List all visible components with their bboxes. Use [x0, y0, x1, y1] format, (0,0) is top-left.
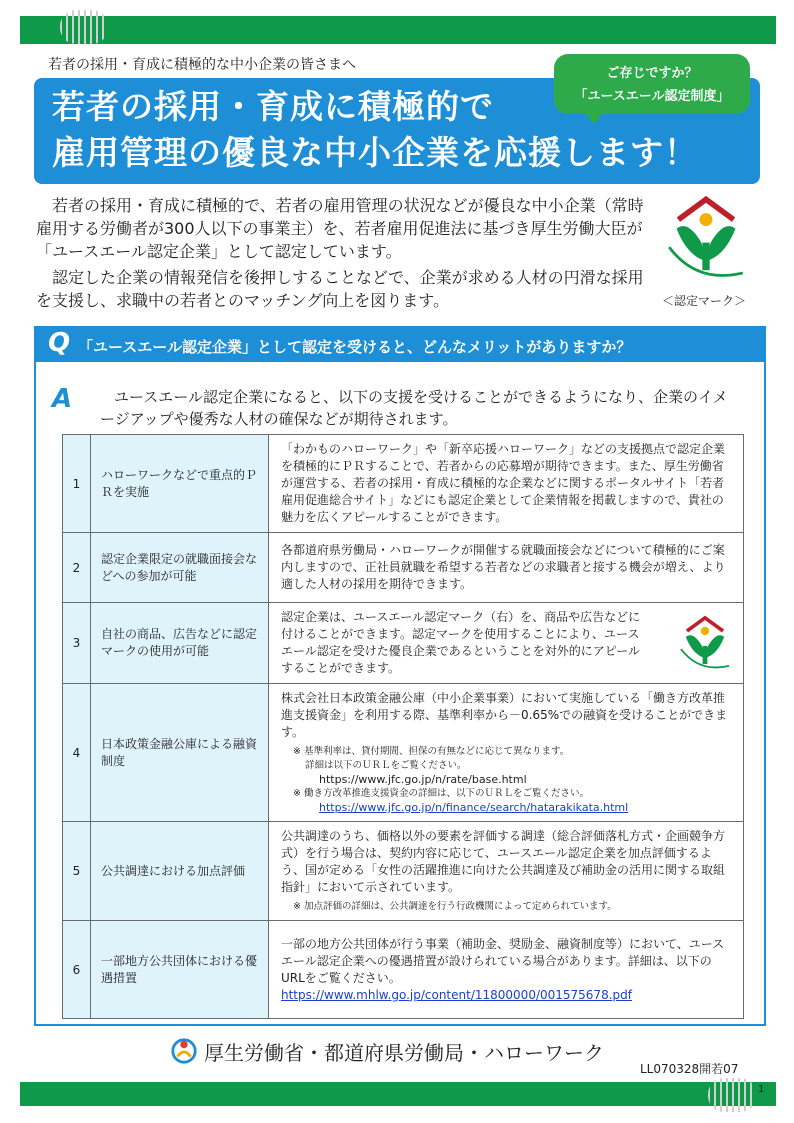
funding-link[interactable]: https://www.jfc.go.jp/n/finance/search/hatarakikata.html [319, 801, 629, 814]
note-rate-detail: 詳細は以下のＵＲＬをご覧ください。 [305, 760, 467, 771]
mhlw-logo-icon [170, 1036, 198, 1066]
answer-text: ユースエール認定企業になると、以下の支援を受けることができるようになり、企業のイメージアップや優秀な人材の確保などが期待されます。 [100, 388, 728, 428]
merit-number: 4 [63, 684, 91, 822]
footer-organization [170, 1036, 604, 1066]
merit-number: 5 [63, 822, 91, 921]
merit-title: 一部地方公共団体における優遇措置 [91, 921, 269, 1019]
merit-description: 公共調達のうち、価格以外の要素を評価する調達（総合評価落札方式・企画競争方式）を行う場合は、契約内容に応じて、ユースエール認定企業を加点評価するよう、国が定める「女性の活躍推進に向けた公共調達及び補助金の活用に関する取組指針」において示されています。 [281, 829, 726, 894]
merit-title: 公共調達における加点評価 [91, 822, 269, 921]
decorative-stripes [708, 1078, 756, 1112]
table-row [63, 822, 744, 921]
top-green-bar [20, 16, 776, 44]
bubble-line1: ご存じですか？ [606, 66, 698, 81]
logo-caption: ＜認定マーク＞ [662, 294, 747, 308]
merit-description-cell [269, 684, 744, 822]
a-letter: A [52, 384, 73, 414]
intro-paragraph-2: 認定した企業の情報発信を後押しすることなどで、企業が求める人材の円滑な採用を支援し、求職中の若者とのマッチング向上を図ります。 [36, 268, 644, 310]
certification-mark-small-icon [675, 613, 735, 673]
youth-yell-certification-mark-icon [660, 192, 752, 284]
q-letter: Q [48, 328, 71, 358]
question-header [36, 328, 764, 362]
table-row [63, 684, 744, 822]
page-number: 1 [758, 1084, 765, 1095]
table-row [63, 921, 744, 1019]
merit-title: 自社の商品、広告などに認定マークの使用が可能 [91, 603, 269, 684]
hero-title-line2: 雇用管理の優良な中小企業を応援します！ [52, 133, 698, 172]
target-audience-line: 若者の採用・育成に積極的な中小企業の皆さまへ [48, 57, 356, 73]
mhlw-link[interactable]: https://www.mhlw.go.jp/content/11800000/001575678.pdf [281, 987, 632, 1002]
bubble-line2: 「ユースエール認定制度」 [574, 89, 730, 104]
merit-number: 2 [63, 533, 91, 603]
merit-description: 一部の地方公共団体が行う事業（補助金、奨励金、融資制度等）において、ユースエール認定企業への優遇措置が設けられている場合があります。詳細は、以下のURLをご覧ください。 [281, 936, 725, 985]
merit-note [281, 745, 735, 815]
merit-title: 日本政策金融公庫による融資制度 [91, 684, 269, 822]
merit-description-wrap [281, 609, 735, 677]
footer-org-text: 厚生労働省・都道府県労働局・ハローワーク [204, 1040, 604, 1065]
merit-number: 3 [63, 603, 91, 684]
merit-description: 株式会社日本政策金融公庫（中小企業事業）において実施している「働き方改革推進支援資金」を利用する際、基準利率から－0.65%での融資を受けることができます。 [281, 691, 728, 739]
merit-description: 認定企業は、ユースエール認定マーク（右）を、商品や広告などに付けることができます。認定マークを使用することにより、ユースエール認定を受けた優良企業であるということを対外的にアピールすることができます。 [281, 610, 641, 675]
note-rate: ※ 基準利率は、貸付期間、担保の有無などに応じて異なります。 [293, 746, 570, 757]
merit-note: ※ 加点評価の詳細は、公共調達を行う行政機関によって定められています。 [293, 901, 617, 912]
table-row [63, 603, 744, 684]
question-text: 「ユースエール認定企業」として認定を受けると、どんなメリットがありますか？ [78, 338, 632, 356]
merit-number: 6 [63, 921, 91, 1019]
bottom-green-bar [20, 1082, 776, 1106]
merit-description-cell [269, 822, 744, 921]
table-row [63, 533, 744, 603]
merit-description-cell [269, 921, 744, 1019]
merit-table [62, 434, 744, 1019]
merit-title: ハローワークなどで重点的ＰＲを実施 [91, 435, 269, 533]
merit-description: 各都道府県労働局・ハローワークが開催する就職面接会などについて積極的にご案内しますので、正社員就職を希望する若者などの求職者と接する機会が増え、より適した人材の採用を期待できます。 [269, 533, 744, 603]
rate-url: https://www.jfc.go.jp/n/rate/base.html [319, 773, 527, 786]
merit-title: 認定企業限定の就職面接会などへの参加が可能 [91, 533, 269, 603]
intro-paragraph-1: 若者の採用・育成に積極的で、若者の雇用管理の状況などが優良な中小企業（常時雇用する労働者が300人以下の事業主）を、若者雇用促進法に基づき厚生労働大臣が「ユースエール認定企業」として認定しています。 [36, 196, 644, 261]
hero-title-line1: 若者の採用・育成に積極的で [52, 87, 494, 126]
speech-bubble [554, 54, 750, 114]
merit-description: 「わかものハローワーク」や「新卒応援ハローワーク」などの支援拠点で認定企業を積極的にＰＲすることで、若者からの応募増が期待できます。また、厚生労働省が運営する、若者の採用・育成に積極的な企業などに関するポータルサイト「若者雇用促進総合サイト」などにも認定企業として企業情報を掲載しますので、貴社の魅力を広くアピールすることができます。 [269, 435, 744, 533]
note-funding: ※ 働き方改革推進支援資金の詳細は、以下のＵＲＬをご覧ください。 [293, 788, 589, 799]
table-row [63, 435, 744, 533]
document-code: LL070328開若07 [640, 1062, 739, 1076]
merit-description-cell [269, 603, 744, 684]
merit-number: 1 [63, 435, 91, 533]
decorative-stripes [60, 10, 108, 44]
